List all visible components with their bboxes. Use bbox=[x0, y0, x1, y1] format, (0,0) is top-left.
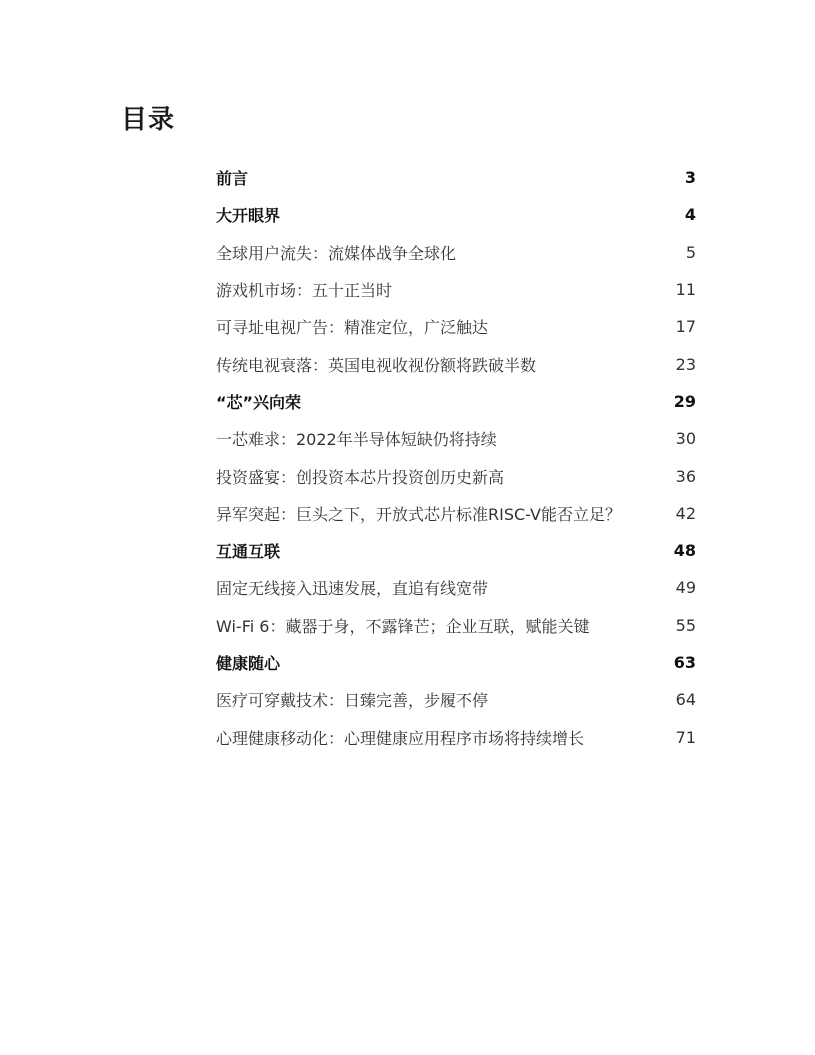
toc-row[interactable] bbox=[216, 345, 696, 382]
toc-entry-label: 传统电视衰落：英国电视收视份额将跌破半数 bbox=[216, 355, 537, 375]
toc-entry-label: 医疗可穿戴技术：日臻完善，步履不停 bbox=[216, 691, 489, 711]
toc-page-number: 55 bbox=[675, 615, 696, 635]
toc-row[interactable] bbox=[216, 569, 696, 606]
toc-page-number: 48 bbox=[673, 541, 696, 561]
toc-entry-label: 游戏机市场：五十正当时 bbox=[216, 281, 393, 301]
toc-row[interactable] bbox=[216, 308, 696, 345]
toc-row[interactable] bbox=[216, 383, 696, 420]
toc-entry-label: 大开眼界 bbox=[216, 206, 281, 226]
toc-page-number: 23 bbox=[675, 354, 696, 374]
toc-row[interactable] bbox=[216, 644, 696, 681]
toc-row[interactable] bbox=[216, 607, 696, 644]
toc-row[interactable] bbox=[216, 457, 696, 494]
toc-page-number: 11 bbox=[675, 280, 696, 300]
toc-entry-label: 投资盛宴：创投资本芯片投资创历史新高 bbox=[216, 467, 505, 487]
toc-row[interactable] bbox=[216, 159, 696, 196]
table-of-contents bbox=[216, 159, 696, 756]
toc-entry-label: “芯”兴向荣 bbox=[216, 392, 302, 412]
toc-page-number: 29 bbox=[673, 391, 696, 411]
toc-page-number: 49 bbox=[675, 578, 696, 598]
page-title: 目录 bbox=[121, 105, 176, 135]
toc-entry-label: 全球用户流失：流媒体战争全球化 bbox=[216, 243, 457, 263]
toc-row[interactable] bbox=[216, 234, 696, 271]
toc-page-number: 17 bbox=[675, 317, 696, 337]
toc-row[interactable] bbox=[216, 271, 696, 308]
toc-page-number: 4 bbox=[684, 205, 696, 225]
toc-entry-label: Wi-Fi 6：藏器于身，不露锋芒；企业互联，赋能关键 bbox=[216, 616, 590, 636]
toc-page-number: 42 bbox=[675, 503, 696, 523]
toc-page-number: 36 bbox=[675, 466, 696, 486]
toc-entry-label: 健康随心 bbox=[216, 654, 281, 673]
toc-page-number: 5 bbox=[685, 242, 696, 262]
toc-entry-label: 可寻址电视广告：精准定位，广泛触达 bbox=[216, 318, 489, 338]
toc-row[interactable] bbox=[216, 681, 696, 718]
toc-page-number: 71 bbox=[675, 727, 696, 747]
toc-page-number: 3 bbox=[684, 168, 696, 188]
toc-entry-label: 固定无线接入迅速发展，直追有线宽带 bbox=[216, 579, 489, 599]
toc-page-number: 30 bbox=[675, 429, 696, 449]
toc-entry-label: 前言 bbox=[216, 169, 249, 189]
toc-row[interactable] bbox=[216, 196, 696, 233]
toc-page-number: 63 bbox=[673, 653, 696, 672]
toc-entry-label: 一芯难求：2022年半导体短缺仍将持续 bbox=[216, 430, 497, 450]
toc-entry-label: 心理健康移动化：心理健康应用程序市场将持续增长 bbox=[216, 728, 585, 748]
toc-entry-label: 互通互联 bbox=[216, 542, 281, 562]
toc-row[interactable] bbox=[216, 532, 696, 569]
toc-page-number: 64 bbox=[675, 690, 696, 710]
toc-row[interactable] bbox=[216, 495, 696, 532]
toc-entry-label: 异军突起：巨头之下，开放式芯片标准RISC-V能否立足？ bbox=[216, 504, 621, 524]
toc-row[interactable] bbox=[216, 718, 696, 755]
toc-row[interactable] bbox=[216, 420, 696, 457]
